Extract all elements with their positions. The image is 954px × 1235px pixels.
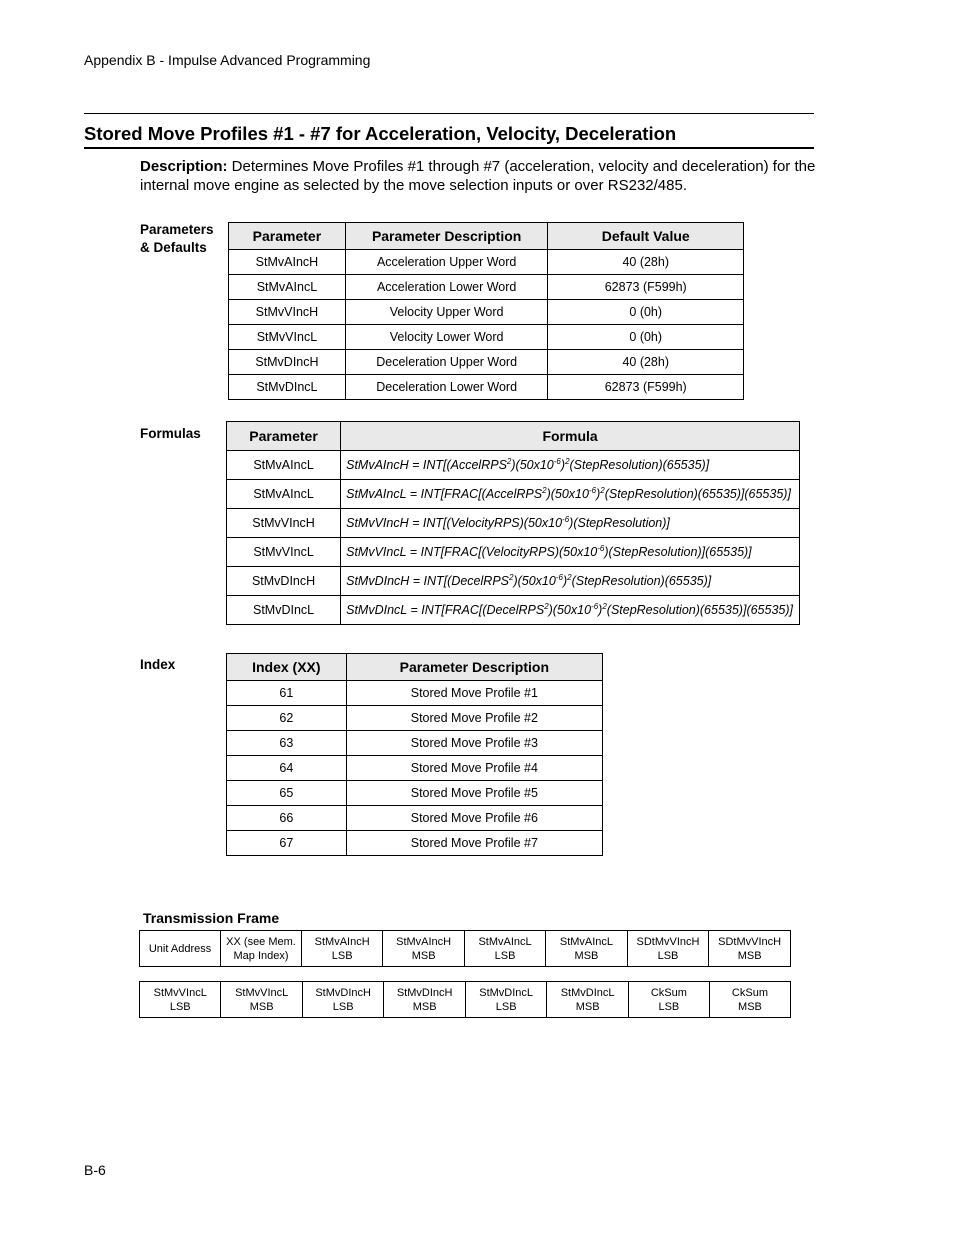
formula-cell: StMvVIncL = $INT[FRAC[(VelocityRPS)(50x10^{-6})(StepResolution)](65535)]$ [341,538,800,567]
table-row [227,681,603,706]
description-cell: Stored Move Profile #7 [346,831,602,856]
table-row [227,509,800,538]
params-side-label-line2: & Defaults [140,240,207,255]
parameter-cell: StMvVIncL [227,538,341,567]
frame-cell: StMvAIncH LSB [301,931,382,967]
default-value-cell: 0 (0h) [548,325,744,350]
transmission-frame-row-2 [139,981,791,1018]
index-cell: 67 [227,831,347,856]
frame-cell: CkSum LSB [628,982,709,1018]
description-cell: Stored Move Profile #5 [346,781,602,806]
frame-row [140,982,791,1018]
formula-cell: StMvDIncL = $INT[FRAC[(DecelRPS^2)(50x10^{-6})^2(StepResolution)(65535)](65535)]$ [341,596,800,625]
page-number: B-6 [84,1162,106,1178]
default-value-cell: 40 (28h) [548,350,744,375]
transmission-frame-label: Transmission Frame [143,910,280,926]
index-side-label: Index [140,657,176,672]
table-row [227,706,603,731]
parameter-cell: StMvVIncH [229,300,346,325]
frame-cell: StMvAIncL MSB [546,931,627,967]
table-row [229,325,744,350]
title-top-rule [84,113,814,114]
frame-cell: StMvVIncL LSB [140,982,221,1018]
index-cell: 62 [227,706,347,731]
column-header: Parameter Description [346,654,602,681]
table-header-row [227,654,603,681]
table-row [229,275,744,300]
default-value-cell: 40 (28h) [548,250,744,275]
table-row [227,731,603,756]
description-text: Determines Move Profiles #1 through #7 (acceleration, velocity and deceleration) for the internal move engine as selected by the move selection inputs or over RS232/485. [140,158,816,194]
index-cell: 61 [227,681,347,706]
table-row [227,831,603,856]
default-value-cell: 0 (0h) [548,300,744,325]
parameter-cell: StMvDIncH [229,350,346,375]
frame-cell: SDtMvVIncH LSB [627,931,709,967]
description-cell: Deceleration Lower Word [345,375,548,400]
description-cell: Acceleration Upper Word [345,250,548,275]
formula-cell: StMvAIncH = $INT[(AccelRPS^2)(50x10^{-6})^2(StepResolution)(65535)]$ [341,451,800,480]
description-cell: Stored Move Profile #6 [346,806,602,831]
parameter-cell: StMvDIncH [227,567,341,596]
params-side-label-line1: Parameters [140,222,214,237]
index-cell: 64 [227,756,347,781]
parameter-cell: StMvVIncL [229,325,346,350]
frame-cell: StMvVIncL MSB [221,982,302,1018]
formula-cell: StMvVIncH = $INT[(VelocityRPS)(50x10^{-6})(StepResolution)]$ [341,509,800,538]
column-header: Index (XX) [227,654,347,681]
frame-cell: CkSum MSB [709,982,790,1018]
column-header: Formula [341,422,800,451]
table-row [229,300,744,325]
parameter-cell: StMvVIncH [227,509,341,538]
table-row [227,538,800,567]
parameter-cell: StMvAIncH [229,250,346,275]
parameters-defaults-table [228,222,744,400]
frame-cell: XX (see Mem. Map Index) [221,931,302,967]
formula-cell: StMvDIncH = $INT[(DecelRPS^2)(50x10^{-6})^2(StepResolution)(65535)]$ [341,567,800,596]
frame-cell: StMvAIncL LSB [464,931,545,967]
table-row [227,781,603,806]
frame-cell: SDtMvVIncH MSB [709,931,791,967]
formula-cell: StMvAIncL = $INT[FRAC[(AccelRPS^2)(50x10^{-6})^2(StepResolution)(65535)](65535)]$ [341,480,800,509]
frame-cell: StMvDIncH LSB [302,982,384,1018]
table-header-row [227,422,800,451]
description-cell: Stored Move Profile #4 [346,756,602,781]
parameter-cell: StMvAIncL [227,451,341,480]
table-row [227,596,800,625]
table-row [227,806,603,831]
description-cell: Velocity Upper Word [345,300,548,325]
column-header: Parameter [229,223,346,250]
table-row [227,756,603,781]
parameter-cell: StMvAIncL [227,480,341,509]
frame-cell: StMvAIncH MSB [383,931,464,967]
table-row [229,350,744,375]
description-cell: Velocity Lower Word [345,325,548,350]
params-side-label [140,221,214,257]
table-row [229,250,744,275]
description-cell: Stored Move Profile #2 [346,706,602,731]
formulas-side-label: Formulas [140,426,201,441]
description [140,157,816,195]
table-row [227,480,800,509]
column-header: Parameter Description [345,223,548,250]
default-value-cell: 62873 (F599h) [548,275,744,300]
frame-cell: StMvDIncL MSB [547,982,628,1018]
index-cell: 63 [227,731,347,756]
frame-cell: Unit Address [140,931,221,967]
index-cell: 65 [227,781,347,806]
description-cell: Stored Move Profile #3 [346,731,602,756]
table-header-row [229,223,744,250]
description-cell: Acceleration Lower Word [345,275,548,300]
frame-row [140,931,791,967]
column-header: Parameter [227,422,341,451]
title-bottom-rule [84,147,814,149]
formulas-table [226,421,800,625]
default-value-cell: 62873 (F599h) [548,375,744,400]
parameter-cell: StMvDIncL [229,375,346,400]
index-cell: 66 [227,806,347,831]
frame-cell: StMvDIncL LSB [465,982,546,1018]
description-label: Description: [140,158,228,175]
table-row [227,567,800,596]
table-row [229,375,744,400]
frame-cell: StMvDIncH MSB [384,982,466,1018]
running-header: Appendix B - Impulse Advanced Programming [84,52,371,68]
parameter-cell: StMvDIncL [227,596,341,625]
parameter-cell: StMvAIncL [229,275,346,300]
description-cell: Stored Move Profile #1 [346,681,602,706]
table-row [227,451,800,480]
section-title: Stored Move Profiles #1 - #7 for Acceleration, Velocity, Deceleration [84,123,677,144]
description-cell: Deceleration Upper Word [345,350,548,375]
transmission-frame-row-1 [139,930,791,967]
index-table [226,653,603,856]
column-header: Default Value [548,223,744,250]
